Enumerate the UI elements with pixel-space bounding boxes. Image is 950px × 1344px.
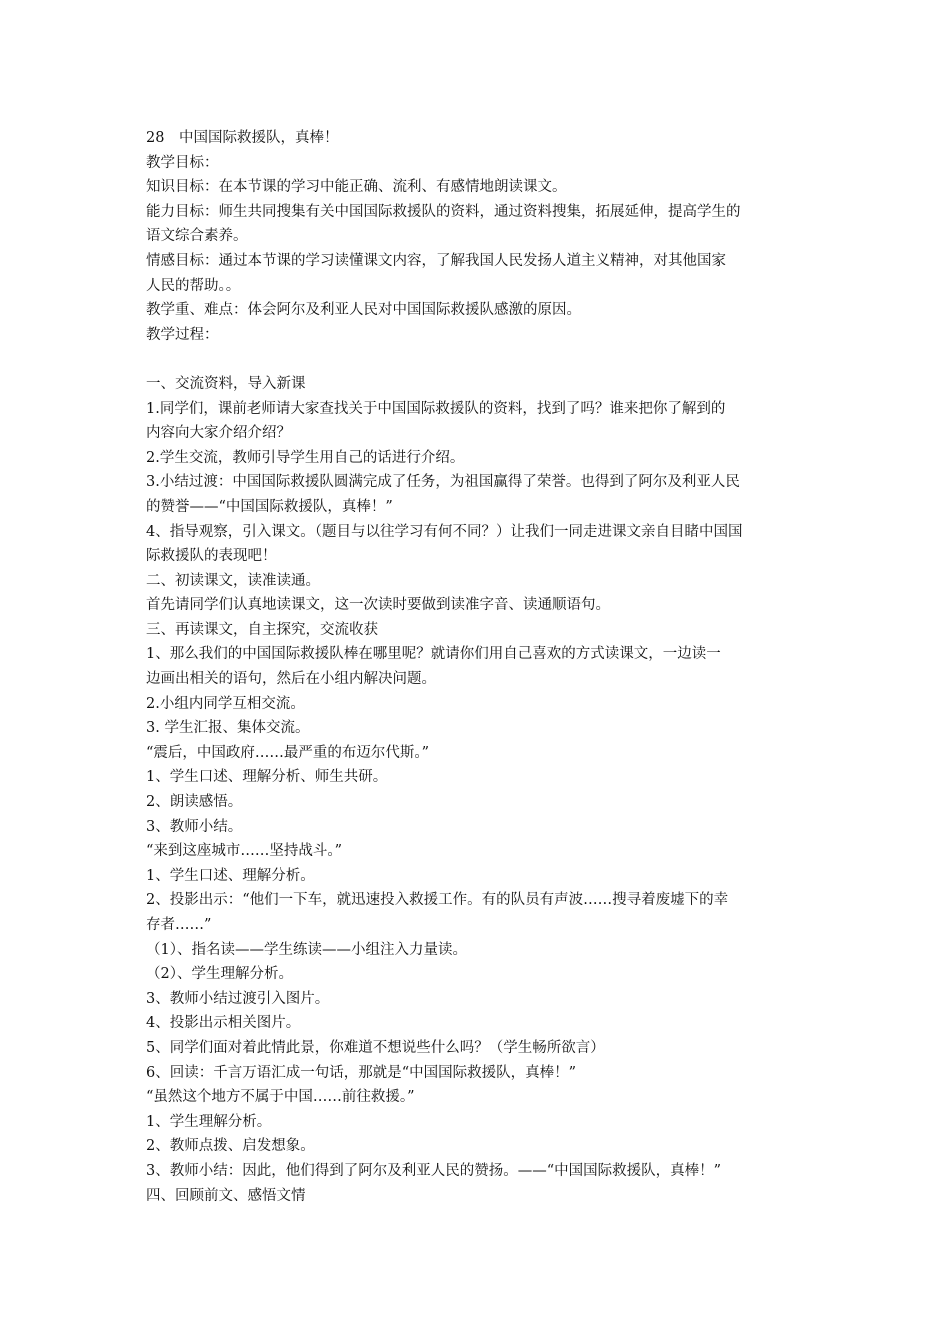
text-line: 三、再读课文，自主探究，交流收获 [146,621,378,638]
text-line: 1.同学们，课前老师请大家查找关于中国国际救援队的资料，找到了吗？谁来把你了解到的 [146,400,726,417]
text-line: 四、回顾前文、感悟文情 [146,1187,306,1204]
text-line: 教学过程： [146,326,219,343]
text-line: 内容向大家介绍介绍？ [146,425,291,442]
text-line: “来到这座城市……坚持战斗。” [146,843,343,860]
text-line: 教学目标： [146,154,219,171]
text-line: 4、指导观察，引入课文。（题目与以往学习有何不同？）让我们一同走进课文亲自目睹中国国 [146,523,743,540]
text-line: 的赞誉——“中国国际救援队，真棒！” [146,498,393,515]
text-line: （2）、学生理解分析。 [146,966,293,983]
text-line: 一、交流资料，导入新课 [146,375,306,392]
text-line: 1、学生口述、理解分析。 [146,867,315,884]
text-line: 首先请同学们认真地读课文，这一次读时要做到读准字音、读通顺语句。 [146,597,610,614]
text-line: 3、教师小结。 [146,818,243,835]
text-line: 3.小结过渡：中国国际救援队圆满完成了任务，为祖国赢得了荣誉。也得到了阿尔及利亚人民 [146,474,740,491]
text-line: 教学重、难点：体会阿尔及利亚人民对中国国际救援队感激的原因。 [146,302,581,319]
text-line: 知识目标：在本节课的学习中能正确、流利、有感情地朗读课文。 [146,179,567,196]
text-line: 际救援队的表现吧！ [146,548,277,565]
blank-line [146,347,810,372]
text-line: 1、那么我们的中国国际救援队棒在哪里呢？就请你们用自己喜欢的方式读课文，一边读一 [146,646,721,663]
text-line: 2、投影出示：“他们一下车，就迅速投入救援工作。有的队员有声波……搜寻着废墟下的幸 [146,892,729,909]
text-line: 2.学生交流，教师引导学生用自己的话进行介绍。 [146,449,465,466]
text-line: 边画出相关的语句，然后在小组内解决问题。 [146,671,436,688]
text-line: 存者……” [146,917,212,933]
text-line: 3、教师小结：因此，他们得到了阿尔及利亚人民的赞扬。——“中国国际救援队，真棒！” [146,1162,722,1179]
text-line: 3. 学生汇报、集体交流。 [146,720,310,737]
text-line: 6、回读：千言万语汇成一句话，那就是“中国国际救援队，真棒！” [146,1064,577,1081]
text-line: 能力目标：师生共同搜集有关中国国际救援队的资料，通过资料搜集，拓展延伸，提高学生的 [146,203,741,220]
text-line: 2、朗读感悟。 [146,794,243,811]
text-line: 2、教师点拨、启发想象。 [146,1138,315,1155]
text-line: 二、初读课文，读准读通。 [146,572,320,589]
text-line: 语文综合素养。 [146,228,248,245]
text-line: “震后，中国政府……最严重的布迈尔代斯。” [146,744,430,761]
text-line: 28 中国国际救援队，真棒！ [146,130,339,146]
text-line: 情感目标：通过本节课的学习读懂课文内容，了解我国人民发扬人道主义精神，对其他国家 [146,252,726,269]
text-line: 4、投影出示相关图片。 [146,1015,301,1032]
text-line: 5、同学们面对着此情此景，你难道不想说些什么吗？（学生畅所欲言） [146,1039,605,1056]
text-line: 2.小组内同学互相交流。 [146,695,305,712]
text-line: 3、教师小结过渡引入图片。 [146,990,330,1007]
document-page [146,126,810,1208]
text-line: 1、学生口述、理解分析、师生共研。 [146,769,388,786]
text-line: 1、学生理解分析。 [146,1113,272,1130]
text-line: 人民的帮助。。 [146,277,241,294]
text-line: “虽然这个地方不属于中国……前往救援。” [146,1089,415,1106]
text-line: （1）、指名读——学生练读——小组注入力量读。 [146,941,467,958]
